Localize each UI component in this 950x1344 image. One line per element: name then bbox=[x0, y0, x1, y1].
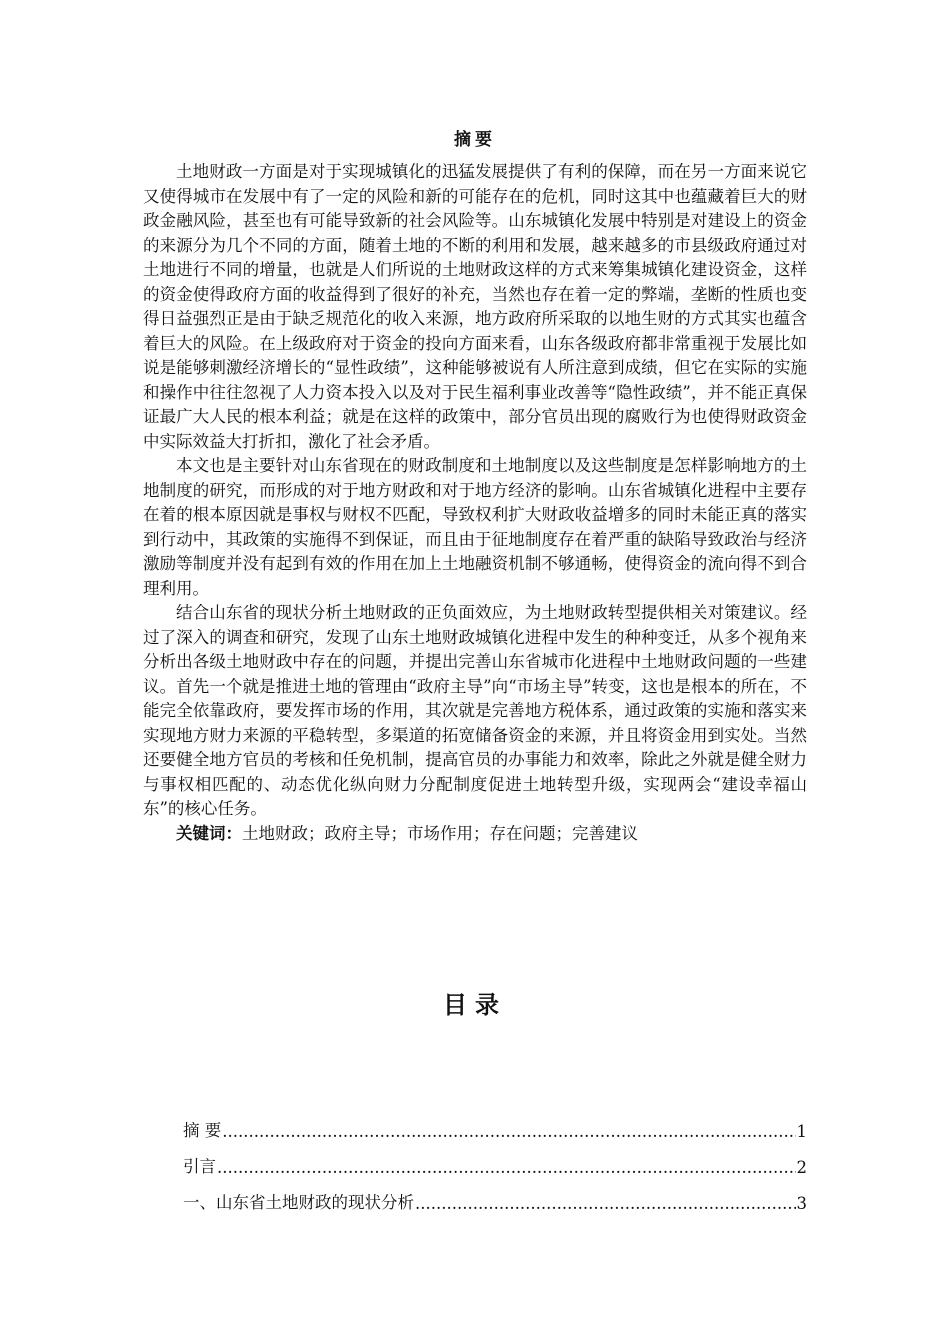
abstract-body bbox=[143, 160, 807, 846]
toc-entry[interactable] bbox=[183, 1141, 807, 1177]
toc-title: 目录 bbox=[443, 991, 507, 1019]
abstract-title: 摘要 bbox=[454, 130, 496, 150]
toc-entry-page: 1 bbox=[796, 1122, 807, 1141]
keywords-line bbox=[143, 822, 807, 847]
toc-entry[interactable] bbox=[183, 1105, 807, 1141]
abstract-paragraph-2: 本文也是主要针对山东省现在的财政制度和土地制度以及这些制度是怎样影响地方的土地制度的研究，而形成的对于地方财政和对于地方经济的影响。山东省城镇化进程中主要存在着的根本原因就是事权与财权不匹配，导致权利扩大财政收益增多的同时未能正真的落实到行动中，其政策的实施得不到保证，而且由于征地制度存在着严重的缺陷导致政治与经济激励等制度并没有起到有效的作用在加上土地融资机制不够通畅，使得资金的流向得不到合理利用。 bbox=[143, 456, 807, 598]
keywords-label: 关键词： bbox=[176, 823, 242, 843]
toc-entry-page: 2 bbox=[796, 1158, 807, 1177]
toc-entry-label: 摘 要 bbox=[183, 1121, 222, 1140]
abstract-paragraph-1: 土地财政一方面是对于实现城镇化的迅猛发展提供了有利的保障，而在另一方面来说它又使得城市在发展中有了一定的风险和新的可能存在的危机，同时这其中也蕴藏着巨大的财政金融风险，甚至也有可能导致新的社会风险等。山东城镇化发展中特别是对建设上的资金的来源分为几个不同的方面，随着土地的不断的利用和发展，越来越多的市县级政府通过对土地进行不同的增量，也就是人们所说的土地财政这样的方式来筹集城镇化建设资金，这样的资金使得政府方面的收益得到了很好的补充，当然也存在着一定的弊端，垄断的性质也变得日益强烈正是由于缺乏规范化的收入来源，地方政府所采取的以地生财的方式其实也蕴含着巨大的风险。在上级政府对于资金的投向方面来看，山东各级政府都非常重视于发展比如说是能够刺激经济增长的“显性政绩”，这种能够被说有人所注意到成绩，但它在实际的实施和操作中往往忽视了人力资本投入以及对于民生福利事业改善等“隐性政绩”，并不能正真保证最广大人民的根本利益；就是在这样的政策中，部分官员出现的腐败行为也使得财政资金中实际效益大打折扣，激化了社会矛盾。 bbox=[143, 162, 807, 451]
abstract-paragraph-3: 结合山东省的现状分析土地财政的正负面效应，为土地财政转型提供相关对策建议。经过了深入的调查和研究，发现了山东土地财政城镇化进程中发生的种种变迁，从多个视角来分析出各级土地财政中存在的问题，并提出完善山东省城市化进程中土地财政问题的一些建议。首先一个就是推进土地的管理由“政府主导”向“市场主导”转变，这也是根本的所在，不能完全依靠政府，要发挥市场的作用，其次就是完善地方税体系，通过政策的实施和落实来实现地方财力来源的平稳转型，多渠道的拓宽储备资金的来源，并且将资金用到实处。当然还要健全地方官员的考核和任免机制，提高官员的办事能力和效率，除此之外就是健全财力与事权相匹配的、动态优化纵向财力分配制度促进土地转型升级，实现两会“建设幸福山东”的核心任务。 bbox=[143, 603, 807, 818]
toc-leader-dots bbox=[415, 1194, 796, 1213]
toc-leader-dots bbox=[217, 1158, 796, 1177]
toc-leader-dots bbox=[222, 1122, 795, 1141]
table-of-contents bbox=[183, 1105, 807, 1213]
toc-entry[interactable] bbox=[183, 1177, 807, 1213]
toc-entry-page: 3 bbox=[796, 1194, 807, 1213]
toc-entry-label: 引言 bbox=[183, 1157, 216, 1176]
keywords-text: 土地财政；政府主导；市场作用；存在问题；完善建议 bbox=[242, 823, 638, 843]
toc-entry-label: 一、山东省土地财政的现状分析 bbox=[183, 1193, 414, 1212]
